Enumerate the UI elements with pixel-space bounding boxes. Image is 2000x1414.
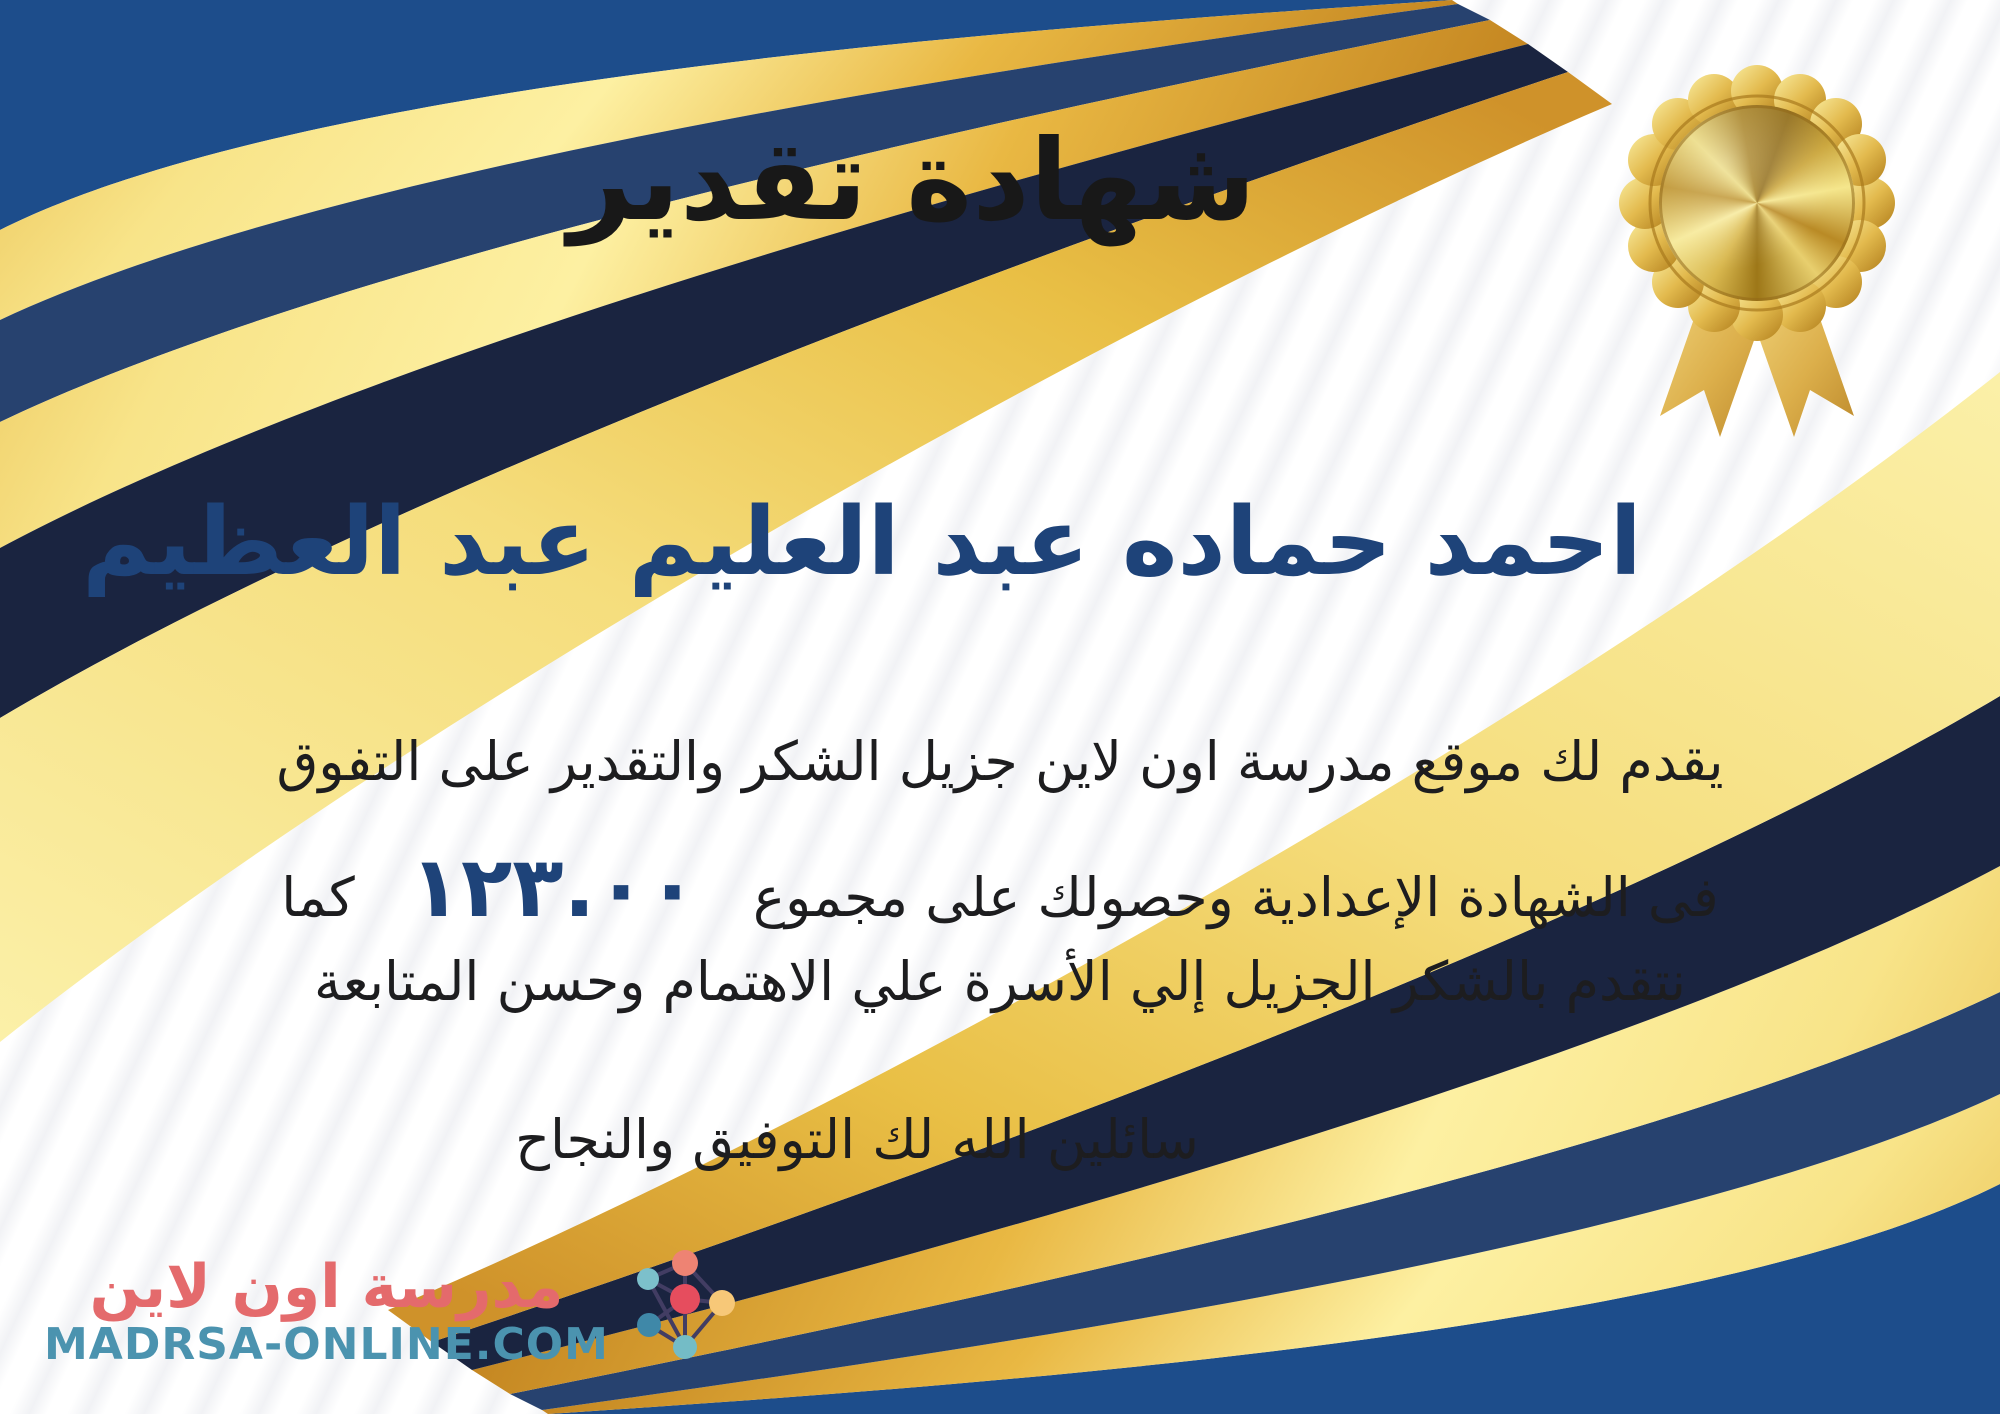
logo-website-url: MADRSA-ONLINE.COM (44, 1318, 609, 1370)
body-line-2 (0, 838, 2000, 936)
student-name: احمد حماده عبد العليم عبد العظيم (82, 488, 1642, 597)
site-logo (44, 1232, 751, 1392)
certificate-title: شهادة تقدير (568, 116, 1256, 246)
logo-arabic-name: مدرسة اون لاين (89, 1251, 564, 1322)
score-value: ١٢٣.٠٠ (409, 838, 698, 936)
logo-text (44, 1251, 609, 1371)
network-graph-icon (623, 1237, 751, 1387)
body-line-3: نتقدم بالشكر الجزيل إلي الأسرة علي الاهتمام وحسن المتابعة (313, 950, 1687, 1013)
body-line-1: يقدم لك موقع مدرسة اون لاين جزيل الشكر والتقدير على التفوق (276, 730, 1724, 793)
body-line-2-before: فى الشهادة الإعدادية وحصولك على مجموع (752, 866, 1719, 929)
body-line-2-after: كما (281, 866, 355, 929)
closing-line: سائلين الله لك التوفيق والنجاح (515, 1108, 1199, 1171)
